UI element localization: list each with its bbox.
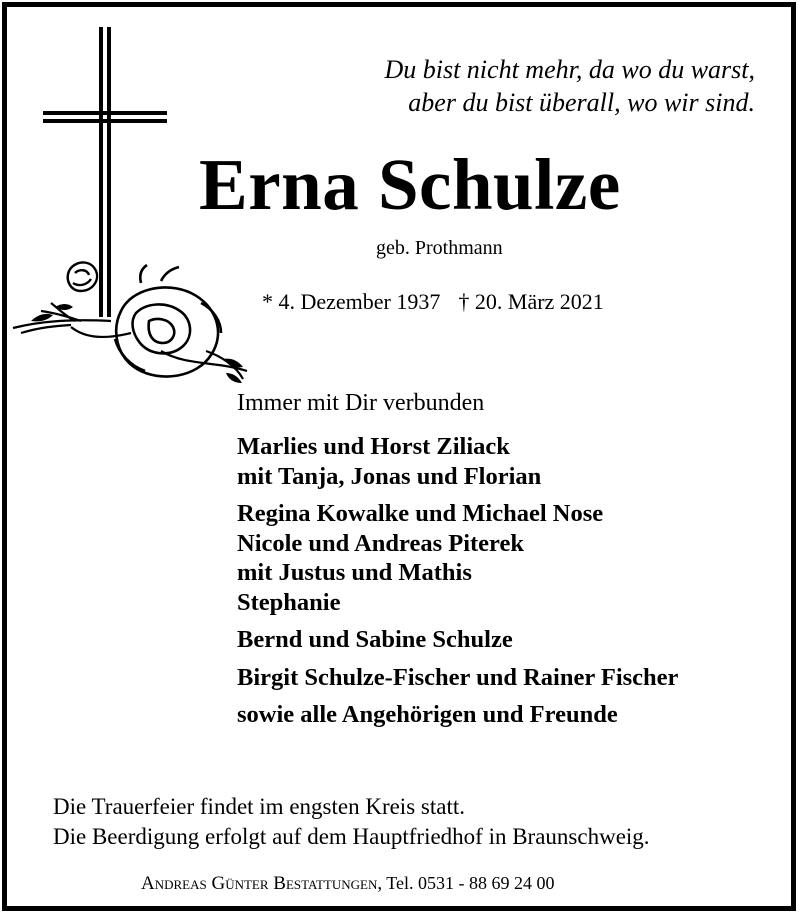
funeral-home-footer [141, 873, 555, 895]
memorial-quote [343, 53, 755, 119]
mourner-line: Nicole und Andreas Piterek [237, 529, 524, 557]
quote-line-2: aber du bist überall, wo wir sind. [408, 88, 755, 117]
mourner-group [237, 663, 678, 693]
mourner-line: mit Tanja, Jonas und Florian [237, 462, 542, 490]
birth-name: geb. Prothmann [376, 237, 503, 259]
mourners-intro: Immer mit Dir verbunden [237, 390, 485, 416]
quote-line-1: Du bist nicht mehr, da wo du warst, [384, 55, 755, 84]
funeral-notice [53, 792, 650, 852]
mourner-line: Marlies und Horst Ziliack [237, 433, 510, 460]
life-dates [262, 289, 604, 315]
mourner-line: Bernd und Sabine Schulze [237, 626, 513, 653]
notice-line-2: Die Beerdigung erfolgt auf dem Hauptfriedhof in Braunschweig. [53, 824, 650, 849]
mourner-line: Stephanie [237, 588, 341, 616]
mourner-line: mit Justus und Mathis [237, 559, 472, 586]
mourner-line: Regina Kowalke und Michael Nose [237, 500, 604, 527]
mourner-group [237, 700, 678, 730]
death-date: † 20. März 2021 [458, 289, 604, 314]
notice-line-1: Die Trauerfeier findet im engsten Kreis statt. [53, 794, 465, 819]
mourners-list [237, 432, 678, 738]
mourner-group [237, 432, 678, 491]
mourner-group [237, 625, 678, 655]
mourner-line: Birgit Schulze-Fischer und Rainer Fischer [237, 663, 679, 691]
obituary-frame [2, 2, 796, 911]
birth-date: * 4. Dezember 1937 [262, 289, 441, 314]
funeral-home-name: Andreas Günter Bestattungen, [141, 873, 383, 894]
funeral-home-phone: Tel. 0531 - 88 69 24 00 [386, 873, 555, 893]
deceased-name: Erna Schulze [199, 144, 621, 225]
mourner-group [237, 499, 678, 617]
mourner-line: sowie alle Angehörigen und Freunde [237, 701, 618, 728]
